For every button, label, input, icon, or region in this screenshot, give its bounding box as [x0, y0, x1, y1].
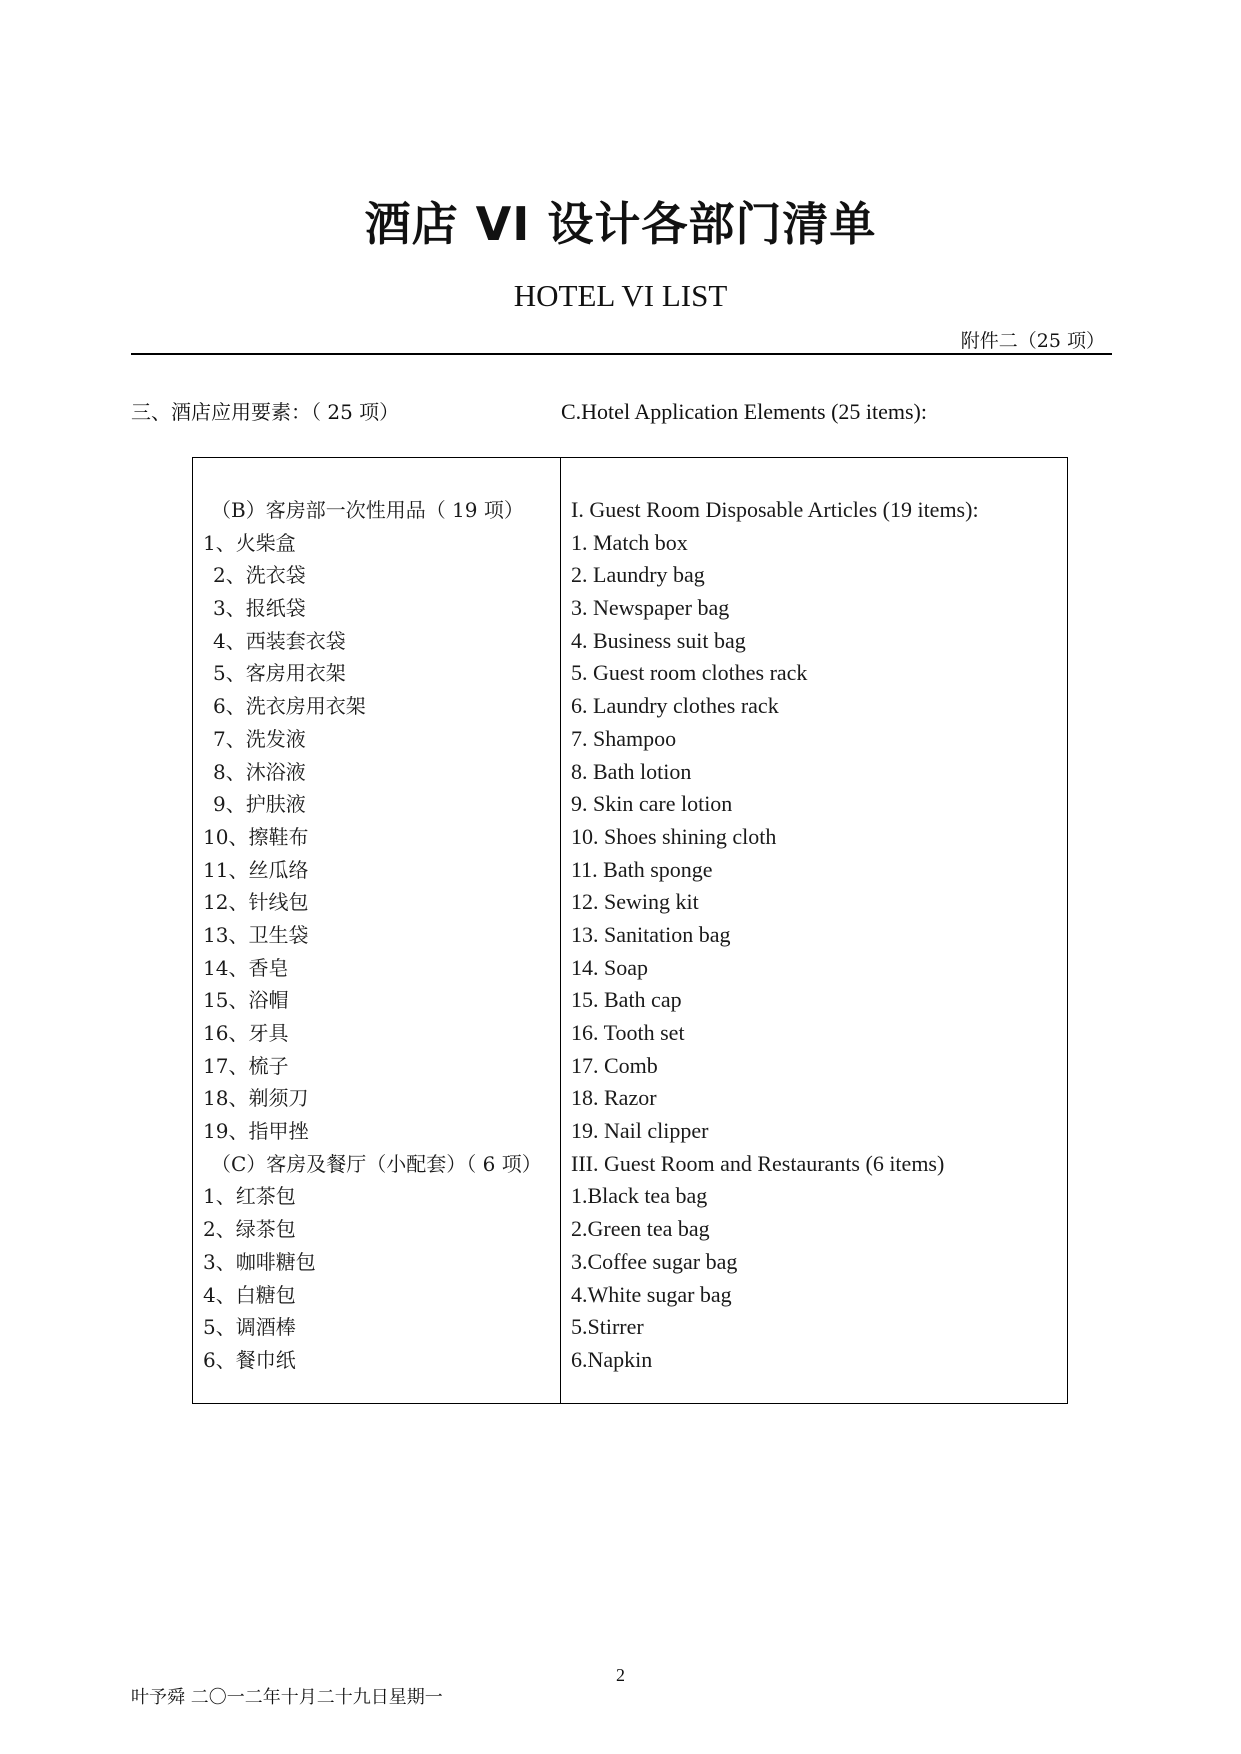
list-item-cn: 8、沐浴液	[213, 759, 306, 784]
list-item-cn: 4、白糖包	[203, 1282, 296, 1307]
group-heading-en: I. Guest Room Disposable Articles (19 items):	[571, 497, 979, 522]
list-item-cn: 5、调酒棒	[203, 1315, 296, 1340]
list-item-en: 1.Black tea bag	[571, 1183, 708, 1209]
list-item-en: 4.White sugar bag	[571, 1281, 732, 1307]
list-item-en: 6.Napkin	[571, 1346, 653, 1372]
list-item-cn: 19、指甲挫	[203, 1119, 309, 1144]
list-item-cn: 9、护肤液	[213, 792, 306, 817]
list-item-cn: 2、绿茶包	[203, 1217, 296, 1242]
list-item-en: 7. Shampoo	[571, 725, 677, 751]
list-item-en: 4. Business suit bag	[571, 627, 746, 653]
list-item-cn: 14、香皂	[203, 955, 289, 980]
page-number: 2	[616, 1665, 625, 1685]
list-item-en: 9. Skin care lotion	[571, 791, 733, 817]
list-item-en: 5. Guest room clothes rack	[571, 660, 808, 686]
list-item-en: 17. Comb	[571, 1052, 658, 1078]
group-heading-cn: （B）客房部一次性用品（ 19 项）	[211, 498, 524, 522]
group-heading-en: III. Guest Room and Restaurants (6 items)	[571, 1150, 945, 1176]
list-item-en: 18. Razor	[571, 1085, 657, 1111]
list-item-cn: 5、客房用衣架	[213, 661, 346, 686]
table-column-divider	[560, 458, 561, 1403]
list-item-cn: 2、洗衣袋	[213, 563, 306, 588]
list-item-en: 3.Coffee sugar bag	[571, 1248, 738, 1274]
list-item-cn: 1、红茶包	[203, 1184, 296, 1209]
section-label-cn: 三、酒店应用要素：（ 25 项）	[131, 400, 400, 424]
document-title: 酒店 VI 设计各部门清单	[364, 197, 877, 251]
header-rule	[131, 353, 1112, 355]
list-item-cn: 3、咖啡糖包	[203, 1249, 316, 1274]
list-item-en: 13. Sanitation bag	[571, 921, 731, 947]
list-item-cn: 6、餐巾纸	[203, 1347, 296, 1372]
document-subtitle: HOTEL VI LIST	[513, 278, 728, 313]
english-column	[571, 494, 1061, 1377]
list-item-en: 19. Nail clipper	[571, 1118, 709, 1144]
list-item-cn: 3、报纸袋	[213, 596, 306, 621]
list-item-en: 3. Newspaper bag	[571, 595, 730, 621]
list-item-en: 14. Soap	[571, 954, 648, 980]
list-item-en: 11. Bath sponge	[571, 856, 713, 882]
list-item-cn: 6、洗衣房用衣架	[213, 694, 366, 719]
attachment-label: 附件二（25 项）	[960, 330, 1105, 352]
list-item-cn: 12、针线包	[203, 890, 309, 915]
list-item-cn: 15、浴帽	[203, 988, 289, 1013]
list-item-en: 12. Sewing kit	[571, 889, 699, 915]
list-item-cn: 1、火柴盒	[203, 530, 296, 555]
list-item-en: 15. Bath cap	[571, 987, 682, 1013]
group-heading-cn: （C）客房及餐厅（小配套）（ 6 项）	[211, 1151, 542, 1176]
list-item-en: 2.Green tea bag	[571, 1216, 710, 1242]
list-item-cn: 18、剃须刀	[203, 1086, 309, 1111]
page-footer: 叶予舜 二〇一二年十月二十九日星期一	[131, 1687, 443, 1708]
chinese-column	[203, 494, 553, 1377]
section-label-en: C.Hotel Application Elements (25 items):	[561, 399, 927, 424]
list-item-en: 5.Stirrer	[571, 1314, 644, 1340]
list-item-cn: 10、擦鞋布	[203, 824, 309, 849]
list-item-en: 2. Laundry bag	[571, 562, 705, 588]
list-item-cn: 4、西装套衣袋	[213, 628, 346, 653]
list-item-en: 16. Tooth set	[571, 1020, 685, 1045]
list-item-cn: 7、洗发液	[213, 726, 306, 751]
list-item-en: 1. Match box	[571, 529, 688, 555]
list-item-cn: 11、丝瓜络	[203, 857, 309, 882]
items-table	[192, 457, 1068, 1404]
list-item-en: 8. Bath lotion	[571, 758, 692, 784]
list-item-en: 10. Shoes shining cloth	[571, 823, 777, 849]
list-item-cn: 17、梳子	[203, 1053, 289, 1078]
list-item-cn: 13、卫生袋	[203, 922, 309, 947]
list-item-cn: 16、牙具	[203, 1021, 289, 1045]
list-item-en: 6. Laundry clothes rack	[571, 693, 779, 719]
